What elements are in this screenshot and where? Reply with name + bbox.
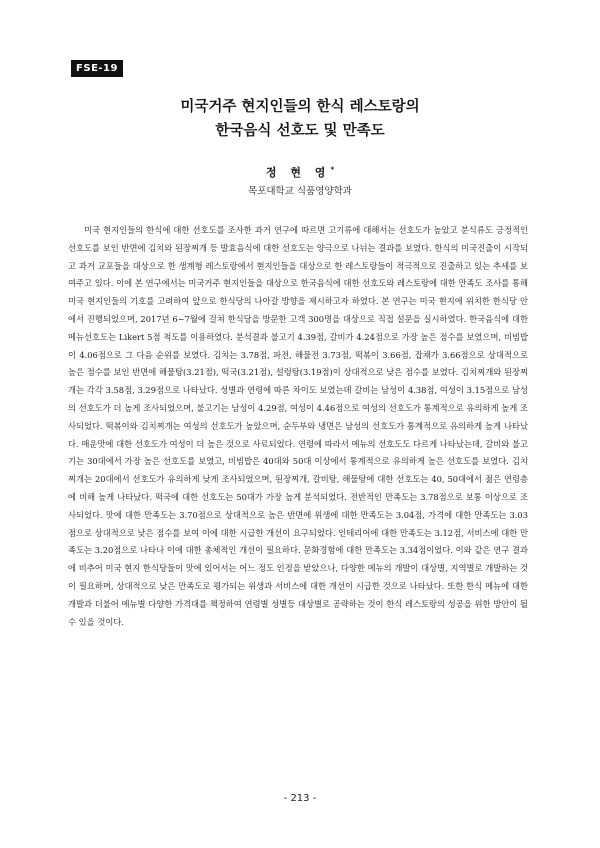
author-affiliation: 목포대학교 식품영양학과 [248,186,352,197]
page-number: - 213 - [283,793,317,804]
session-tag: FSE-19 [71,60,123,77]
paper-title [0,95,600,143]
abstract-body [68,222,528,631]
author-mark: * [330,165,335,174]
author-line [0,164,600,180]
author-name: 정 현 영 [265,166,331,179]
title-line-1: 미국거주 현지인들의 한식 레스토랑의 [180,99,420,115]
abstract-paragraph: 미국 현지인들의 한식에 대한 선호도를 조사한 과거 연구에 따르면 고기류에 대해서는 선호도가 높았고 분식류도 긍정적인 선호도를 보인 반면에 김치와 된장찌개 등 발효음식에 대한 선호도는 양극으로 나뉘는 결과를 보였다. 한식의 미국진출이 시작되고 과거 교포들을 대상으로 한 생계형 레스토랑에서 현지인들을 대상으로 한 레스토랑들이 적극적으로 진출하고 있는 추세를 보여주고 있다. 이에 본 연구에서는 미국거주 현지인들을 대상으로 한국음식에 대한 선호도와 레스토랑에 대한 만족도 조사를 통해 미국 현지인들의 기호를 고려하여 앞으로 한식당의 나아갈 방향을 제시하고자 하였다. 본 연구는 미국 현지에 위치한 한식당 안에서 진행되었으며, 2017년 6~7월에 걸쳐 한식당을 방문한 고객 300명을 대상으로 직접 설문을 실시하였다. 한국음식에 대한 메뉴선호도는 Likert 5점 척도를 이용하였다. 분석결과 불고기 4.39점, 갈비가 4.24점으로 가장 높은 점수를 보였으며, 비빔밥이 4.06점으로 그 다음 순위를 보였다. 김치는 3.78점, 파전, 해물전 3.73점, 떡볶이 3.66점, 잡채가 3.66점으로 상대적으로 높은 점수를 보인 반면에 해물탕(3.21점), 떡국(3.21점), 설렁탕(3.19점)이 상대적으로 낮은 점수를 보였다. 김치찌개와 된장찌개는 각각 3.58점, 3.29점으로 나타났다. 성별과 연령에 따른 차이도 보였는데 갈비는 남성이 4.38점, 여성이 3.15점으로 남성의 선호도가 더 높게 조사되었으며, 불고기는 남성이 4.29점, 여성이 4.46점으로 여성의 선호도가 통계적으로 유의하게 높게 조사되었다. 떡볶이와 김치찌개는 여성의 선호도가 높았으며, 순두부와 냉면은 남성의 선호도가 통계적으로 유의하게 높게 나타났다. 매운맛에 대한 선호도가 여성이 더 높은 것으로 사료되었다. 연령에 따라서 메뉴의 선호도도 다르게 나타났는데, 갈비와 불고기는 30대에서 가장 높은 선호도를 보였고, 비빔밥은 40대와 50대 이상에서 통계적으로 유의하게 높은 선호도를 보였다. 김치찌개는 20대에서 선호도가 유의하게 낮게 조사되었으며, 된장찌개, 갈비탕, 해물탕에 대한 선호도는 40, 50대에서 젊은 연령층에 비해 높게 나타났다. 떡국에 대한 선호도는 50대가 가장 높게 분석되었다. 전반적인 만족도는 3.78점으로 보통 이상으로 조사되었다. 맛에 대한 만족도는 3.70점으로 상대적으로 높은 반면에 위생에 대한 만족도는 3.04점, 가격에 대한 만족도는 3.03점으로 상대적으로 낮은 점수를 보여 이에 대한 시급한 개선이 요구되었다. 인테리어에 대한 만족도는 3.12점, 서비스에 대한 만족도는 3.20점으로 나타나 이에 대한 총체적인 개선이 필요하다. 문화경험에 대한 만족도는 3.34점이었다. 이와 같은 연구 결과에 비추어 미국 현지 한식당들이 맛에 있어서는 어느 정도 인정을 받았으나, 다양한 메뉴의 개발이 대상별, 지역별로 개발하는 것이 필요하며, 상대적으로 낮은 만족도로 평가되는 위생과 서비스에 대한 개선이 시급한 것으로 나타났다. 또한 한식 메뉴에 대한 개발과 더불어 메뉴별 다양한 가격대를 책정하여 연령별 성별등 대상별로 공략하는 것이 한식 레스토랑의 성공을 위한 방안이 될 수 있을 것이다. [68,225,528,627]
title-line-2: 한국음식 선호도 및 만족도 [215,123,385,139]
